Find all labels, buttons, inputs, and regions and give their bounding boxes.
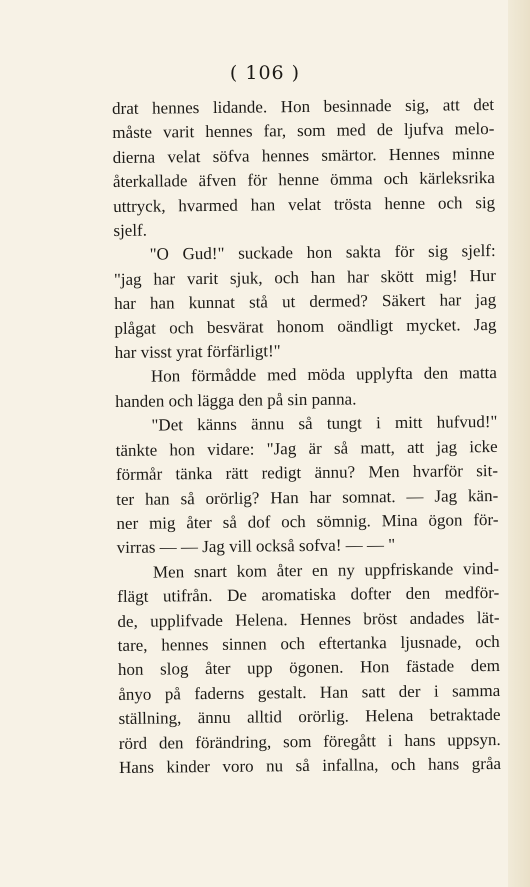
text-line: Hans kinder voro nu så infallna, och hans gråa [118, 753, 502, 777]
text-line: plågat och besvärat honom oändligt mycket. Jag [114, 314, 497, 338]
text-line: ner mig åter så dof och sömnig. Mina ögon för- [116, 509, 499, 533]
text-line: har han kunnat stå ut dermed? Säkert har jag [114, 290, 497, 314]
text-line: uttryck, hvarmed han velat trösta henne och sig [113, 192, 496, 216]
text-line: rörd den förändring, som föregått i hans uppsyn. [118, 729, 501, 753]
text-line: sjelf. [113, 220, 148, 241]
text-line: hon slog åter upp ögonen. Hon fästade dem [117, 656, 501, 680]
text-line: återkallade äfven för henne ömma och kärleksrika [112, 168, 495, 192]
body-text [112, 93, 501, 780]
text-line: tänkte hon vidare: "Jag är så matt, att jag icke [115, 436, 498, 460]
text-line: "jag har varit sjuk, och han har skött mig! Hur [113, 265, 496, 289]
text-line: "Det känns ännu så tungt i mitt hufvud!" [151, 412, 498, 435]
text-line: dierna velat söfva hennes smärtor. Hennes minne [112, 143, 495, 167]
text-line: drat hennes lidande. Hon besinnade sig, att det [112, 94, 495, 118]
text-line: ånyo på faderns gestalt. Han satt der i samma [118, 680, 501, 704]
text-line: flägt utifrån. De aromatiska dofter den medför- [117, 583, 500, 607]
text-line: ställning, ännu alltid orörlig. Helena betraktade [118, 705, 501, 729]
text-line: Hon förmådde med möda upplyfta den matta [150, 363, 498, 387]
text-line: förmår tänka rätt redigt ännu? Men hvarför sit- [115, 461, 499, 485]
text-line: de, upplifvade Helena. Hennes bröst andades lät- [117, 607, 500, 631]
text-line: virras — — Jag vill också sofva! — — " [116, 535, 396, 558]
text-line: tare, hennes sinnen och eftertanka ljusnade, och [117, 631, 500, 655]
text-line: handen och lägga den på sin panna. [115, 389, 357, 411]
text-line: ter han så orörlig? Han har somnat. — Jag kän- [116, 485, 499, 509]
text-line: måste varit hennes far, som med de ljufva melo- [112, 119, 495, 143]
page-number: ( 106 ) [229, 62, 301, 84]
page-edge-shadow [508, 0, 530, 887]
text-line: Men snart kom åter en ny uppfriskande vind- [152, 558, 500, 582]
text-line: har visst yrat förfärligt!" [114, 341, 281, 363]
text-line: "O Gud!" suckade hon sakta för sig sjelf: [149, 241, 496, 265]
